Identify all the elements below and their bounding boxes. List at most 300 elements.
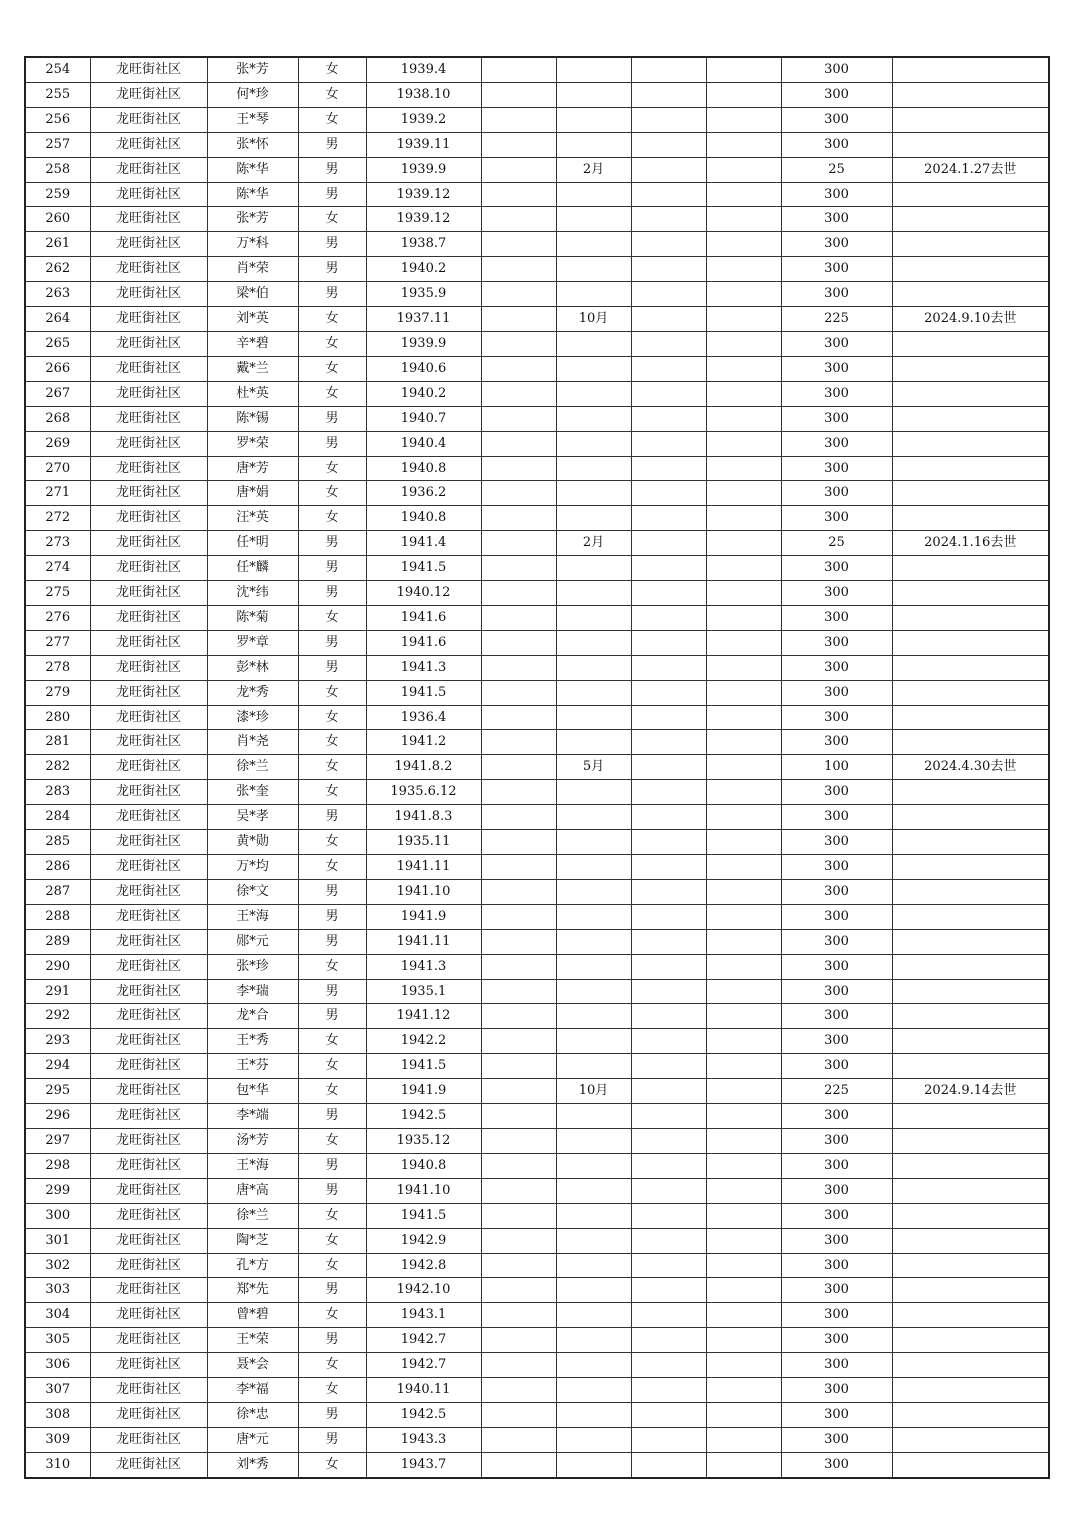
cell-gender: 男 [298,904,366,929]
cell-blank-col-1 [481,954,556,979]
cell-amount: 300 [781,1452,892,1477]
cell-blank-col-1 [481,157,556,182]
cell-remark [892,979,1049,1004]
cell-row-number: 299 [25,1178,90,1203]
cell-community: 龙旺街社区 [90,1353,207,1378]
cell-remark [892,356,1049,381]
cell-gender: 女 [298,1228,366,1253]
cell-row-number: 268 [25,406,90,431]
cell-row-number: 302 [25,1253,90,1278]
cell-remark [892,655,1049,680]
cell-row-number: 296 [25,1104,90,1129]
cell-blank-col-2 [631,830,706,855]
cell-stop-month [556,929,631,954]
cell-blank-col-2 [631,132,706,157]
cell-blank-col-3 [706,1353,781,1378]
cell-gender: 女 [298,331,366,356]
cell-gender: 男 [298,406,366,431]
cell-blank-col-1 [481,1128,556,1153]
cell-name: 陈*锡 [207,406,298,431]
cell-blank-col-2 [631,605,706,630]
cell-stop-month [556,556,631,581]
cell-community: 龙旺街社区 [90,1303,207,1328]
table-row [25,1452,1049,1477]
cell-name: 王*秀 [207,1029,298,1054]
table-row [25,1203,1049,1228]
cell-row-number: 300 [25,1203,90,1228]
cell-amount: 300 [781,655,892,680]
cell-amount: 300 [781,207,892,232]
cell-stop-month [556,904,631,929]
cell-row-number: 272 [25,506,90,531]
cell-community: 龙旺街社区 [90,406,207,431]
cell-name: 徐*兰 [207,1203,298,1228]
cell-blank-col-3 [706,182,781,207]
cell-blank-col-2 [631,1004,706,1029]
cell-gender: 男 [298,1402,366,1427]
cell-gender: 女 [298,755,366,780]
cell-remark [892,830,1049,855]
cell-name: 徐*忠 [207,1402,298,1427]
cell-remark [892,481,1049,506]
cell-blank-col-1 [481,1153,556,1178]
cell-birth-date: 1936.2 [366,481,481,506]
cell-amount: 300 [781,1402,892,1427]
cell-blank-col-2 [631,307,706,332]
table-row [25,1303,1049,1328]
cell-community: 龙旺街社区 [90,581,207,606]
cell-gender: 女 [298,456,366,481]
cell-birth-date: 1935.6.12 [366,780,481,805]
cell-amount: 25 [781,531,892,556]
cell-stop-month [556,182,631,207]
cell-blank-col-3 [706,1153,781,1178]
cell-gender: 男 [298,232,366,257]
table-row [25,855,1049,880]
cell-stop-month [556,805,631,830]
cell-amount: 300 [781,680,892,705]
cell-row-number: 270 [25,456,90,481]
cell-blank-col-1 [481,282,556,307]
cell-amount: 300 [781,282,892,307]
cell-community: 龙旺街社区 [90,57,207,82]
cell-blank-col-1 [481,755,556,780]
cell-stop-month [556,1104,631,1129]
cell-name: 梁*伯 [207,282,298,307]
cell-gender: 女 [298,82,366,107]
cell-stop-month [556,830,631,855]
cell-blank-col-3 [706,232,781,257]
table-row [25,531,1049,556]
cell-stop-month [556,630,631,655]
table-row [25,157,1049,182]
cell-row-number: 310 [25,1452,90,1477]
cell-amount: 300 [781,1178,892,1203]
cell-name: 聂*会 [207,1353,298,1378]
cell-blank-col-1 [481,456,556,481]
cell-gender: 女 [298,107,366,132]
table-row [25,556,1049,581]
cell-gender: 女 [298,506,366,531]
cell-stop-month [556,431,631,456]
cell-name: 刘*英 [207,307,298,332]
cell-blank-col-3 [706,581,781,606]
cell-community: 龙旺街社区 [90,1004,207,1029]
cell-community: 龙旺街社区 [90,1278,207,1303]
cell-gender: 女 [298,705,366,730]
cell-blank-col-3 [706,1378,781,1403]
cell-name: 辛*碧 [207,331,298,356]
cell-blank-col-2 [631,954,706,979]
cell-birth-date: 1940.8 [366,1153,481,1178]
cell-blank-col-1 [481,730,556,755]
table-row [25,331,1049,356]
cell-stop-month [556,356,631,381]
cell-blank-col-1 [481,1228,556,1253]
cell-remark: 2024.1.16去世 [892,531,1049,556]
cell-amount: 300 [781,630,892,655]
cell-blank-col-2 [631,1029,706,1054]
cell-stop-month [556,1328,631,1353]
cell-blank-col-2 [631,730,706,755]
cell-name: 张*怀 [207,132,298,157]
cell-blank-col-1 [481,1452,556,1477]
cell-amount: 300 [781,82,892,107]
cell-birth-date: 1941.4 [366,531,481,556]
cell-community: 龙旺街社区 [90,82,207,107]
cell-amount: 300 [781,406,892,431]
cell-blank-col-1 [481,331,556,356]
cell-gender: 男 [298,531,366,556]
cell-birth-date: 1936.4 [366,705,481,730]
cell-gender: 女 [298,207,366,232]
table-row [25,705,1049,730]
cell-stop-month [556,1353,631,1378]
cell-community: 龙旺街社区 [90,705,207,730]
cell-remark [892,456,1049,481]
table-row [25,904,1049,929]
cell-blank-col-2 [631,182,706,207]
cell-community: 龙旺街社区 [90,655,207,680]
cell-community: 龙旺街社区 [90,107,207,132]
cell-blank-col-3 [706,879,781,904]
cell-birth-date: 1940.4 [366,431,481,456]
cell-row-number: 262 [25,257,90,282]
cell-community: 龙旺街社区 [90,904,207,929]
cell-community: 龙旺街社区 [90,456,207,481]
cell-blank-col-3 [706,282,781,307]
table-row [25,257,1049,282]
cell-gender: 女 [298,1378,366,1403]
table-row [25,1153,1049,1178]
cell-community: 龙旺街社区 [90,780,207,805]
cell-gender: 女 [298,1079,366,1104]
cell-community: 龙旺街社区 [90,1153,207,1178]
cell-community: 龙旺街社区 [90,855,207,880]
cell-name: 吴*孝 [207,805,298,830]
cell-birth-date: 1941.11 [366,929,481,954]
cell-gender: 女 [298,307,366,332]
cell-name: 肖*尧 [207,730,298,755]
cell-birth-date: 1941.5 [366,1054,481,1079]
cell-gender: 男 [298,282,366,307]
cell-row-number: 308 [25,1402,90,1427]
cell-remark [892,630,1049,655]
cell-blank-col-3 [706,456,781,481]
cell-remark [892,207,1049,232]
cell-birth-date: 1939.4 [366,57,481,82]
table-row [25,1253,1049,1278]
cell-name: 陈*菊 [207,605,298,630]
cell-community: 龙旺街社区 [90,830,207,855]
cell-blank-col-3 [706,1178,781,1203]
table-row [25,1054,1049,1079]
cell-name: 曾*碧 [207,1303,298,1328]
cell-community: 龙旺街社区 [90,755,207,780]
table-row [25,680,1049,705]
cell-stop-month [556,605,631,630]
cell-remark [892,605,1049,630]
table-row [25,107,1049,132]
cell-name: 沈*纬 [207,581,298,606]
cell-blank-col-3 [706,157,781,182]
cell-remark [892,282,1049,307]
cell-row-number: 280 [25,705,90,730]
cell-row-number: 277 [25,630,90,655]
cell-blank-col-3 [706,1104,781,1129]
cell-blank-col-1 [481,1402,556,1427]
cell-blank-col-1 [481,381,556,406]
cell-blank-col-1 [481,556,556,581]
cell-blank-col-2 [631,1128,706,1153]
cell-community: 龙旺街社区 [90,1328,207,1353]
table-row [25,182,1049,207]
cell-stop-month [556,581,631,606]
cell-blank-col-2 [631,755,706,780]
cell-birth-date: 1941.5 [366,556,481,581]
cell-stop-month [556,680,631,705]
cell-name: 万*科 [207,232,298,257]
cell-amount: 300 [781,929,892,954]
cell-amount: 300 [781,456,892,481]
cell-name: 郑*先 [207,1278,298,1303]
cell-blank-col-3 [706,1079,781,1104]
cell-birth-date: 1941.3 [366,954,481,979]
cell-community: 龙旺街社区 [90,1378,207,1403]
cell-name: 汪*英 [207,506,298,531]
cell-name: 王*荣 [207,1328,298,1353]
cell-gender: 男 [298,879,366,904]
cell-row-number: 290 [25,954,90,979]
cell-birth-date: 1939.12 [366,207,481,232]
cell-amount: 225 [781,1079,892,1104]
cell-row-number: 266 [25,356,90,381]
cell-stop-month [556,979,631,1004]
cell-row-number: 289 [25,929,90,954]
cell-birth-date: 1941.9 [366,904,481,929]
cell-row-number: 261 [25,232,90,257]
cell-blank-col-1 [481,1178,556,1203]
cell-blank-col-2 [631,207,706,232]
cell-row-number: 283 [25,780,90,805]
cell-name: 王*芬 [207,1054,298,1079]
cell-birth-date: 1942.5 [366,1402,481,1427]
cell-stop-month [556,481,631,506]
cell-row-number: 267 [25,381,90,406]
cell-gender: 女 [298,1029,366,1054]
cell-row-number: 294 [25,1054,90,1079]
cell-blank-col-3 [706,331,781,356]
cell-blank-col-1 [481,929,556,954]
cell-blank-col-1 [481,182,556,207]
cell-row-number: 293 [25,1029,90,1054]
cell-blank-col-3 [706,730,781,755]
table-row [25,1079,1049,1104]
cell-name: 戴*兰 [207,356,298,381]
cell-birth-date: 1942.7 [366,1328,481,1353]
table-row [25,1328,1049,1353]
table-row [25,232,1049,257]
cell-amount: 300 [781,132,892,157]
cell-community: 龙旺街社区 [90,556,207,581]
cell-remark [892,107,1049,132]
cell-blank-col-2 [631,257,706,282]
cell-row-number: 254 [25,57,90,82]
cell-name: 唐*娟 [207,481,298,506]
cell-birth-date: 1942.7 [366,1353,481,1378]
table-row [25,406,1049,431]
table-row [25,655,1049,680]
cell-blank-col-3 [706,207,781,232]
cell-remark [892,1178,1049,1203]
cell-community: 龙旺街社区 [90,1054,207,1079]
cell-amount: 300 [781,1054,892,1079]
cell-gender: 男 [298,630,366,655]
cell-remark [892,82,1049,107]
cell-stop-month [556,1427,631,1452]
cell-stop-month [556,456,631,481]
cell-amount: 300 [781,232,892,257]
cell-row-number: 295 [25,1079,90,1104]
cell-row-number: 306 [25,1353,90,1378]
cell-amount: 100 [781,755,892,780]
cell-community: 龙旺街社区 [90,531,207,556]
cell-blank-col-3 [706,1253,781,1278]
cell-blank-col-3 [706,132,781,157]
cell-row-number: 278 [25,655,90,680]
cell-gender: 男 [298,1153,366,1178]
cell-name: 王*海 [207,1153,298,1178]
cell-birth-date: 1941.10 [366,1178,481,1203]
cell-blank-col-2 [631,331,706,356]
cell-stop-month [556,1378,631,1403]
table-row [25,207,1049,232]
cell-name: 唐*芳 [207,456,298,481]
cell-name: 肖*荣 [207,257,298,282]
table-row [25,1004,1049,1029]
cell-remark [892,406,1049,431]
cell-blank-col-3 [706,979,781,1004]
cell-stop-month [556,954,631,979]
cell-gender: 男 [298,132,366,157]
cell-amount: 300 [781,107,892,132]
cell-remark [892,57,1049,82]
cell-remark [892,1278,1049,1303]
table-row [25,57,1049,82]
cell-row-number: 303 [25,1278,90,1303]
cell-gender: 女 [298,57,366,82]
cell-blank-col-3 [706,705,781,730]
cell-blank-col-3 [706,107,781,132]
cell-blank-col-2 [631,381,706,406]
cell-birth-date: 1935.1 [366,979,481,1004]
cell-blank-col-3 [706,481,781,506]
cell-name: 李*福 [207,1378,298,1403]
cell-birth-date: 1935.9 [366,282,481,307]
cell-remark [892,506,1049,531]
cell-amount: 300 [781,506,892,531]
cell-stop-month [556,506,631,531]
cell-amount: 300 [781,1228,892,1253]
cell-row-number: 279 [25,680,90,705]
cell-blank-col-1 [481,1328,556,1353]
cell-birth-date: 1942.8 [366,1253,481,1278]
cell-name: 陈*华 [207,182,298,207]
cell-stop-month [556,132,631,157]
cell-blank-col-2 [631,506,706,531]
cell-name: 杜*英 [207,381,298,406]
cell-row-number: 297 [25,1128,90,1153]
cell-amount: 300 [781,331,892,356]
cell-gender: 男 [298,1004,366,1029]
cell-row-number: 286 [25,855,90,880]
cell-stop-month [556,207,631,232]
cell-blank-col-2 [631,1228,706,1253]
cell-blank-col-3 [706,531,781,556]
cell-birth-date: 1935.11 [366,830,481,855]
cell-blank-col-1 [481,879,556,904]
cell-amount: 300 [781,1303,892,1328]
cell-birth-date: 1941.8.3 [366,805,481,830]
cell-remark [892,1004,1049,1029]
cell-blank-col-2 [631,1402,706,1427]
cell-blank-col-1 [481,605,556,630]
table-row [25,805,1049,830]
cell-blank-col-2 [631,431,706,456]
table-row [25,456,1049,481]
cell-row-number: 309 [25,1427,90,1452]
cell-birth-date: 1941.5 [366,1203,481,1228]
cell-gender: 女 [298,954,366,979]
cell-amount: 300 [781,780,892,805]
cell-blank-col-1 [481,805,556,830]
cell-birth-date: 1939.9 [366,157,481,182]
cell-remark [892,904,1049,929]
cell-stop-month [556,1054,631,1079]
cell-amount: 300 [781,605,892,630]
cell-name: 徐*兰 [207,755,298,780]
cell-gender: 男 [298,1278,366,1303]
cell-gender: 女 [298,730,366,755]
cell-blank-col-1 [481,1427,556,1452]
cell-remark [892,780,1049,805]
cell-birth-date: 1941.9 [366,1079,481,1104]
cell-community: 龙旺街社区 [90,207,207,232]
cell-remark: 2024.1.27去世 [892,157,1049,182]
cell-gender: 男 [298,257,366,282]
cell-gender: 男 [298,182,366,207]
cell-community: 龙旺街社区 [90,1128,207,1153]
